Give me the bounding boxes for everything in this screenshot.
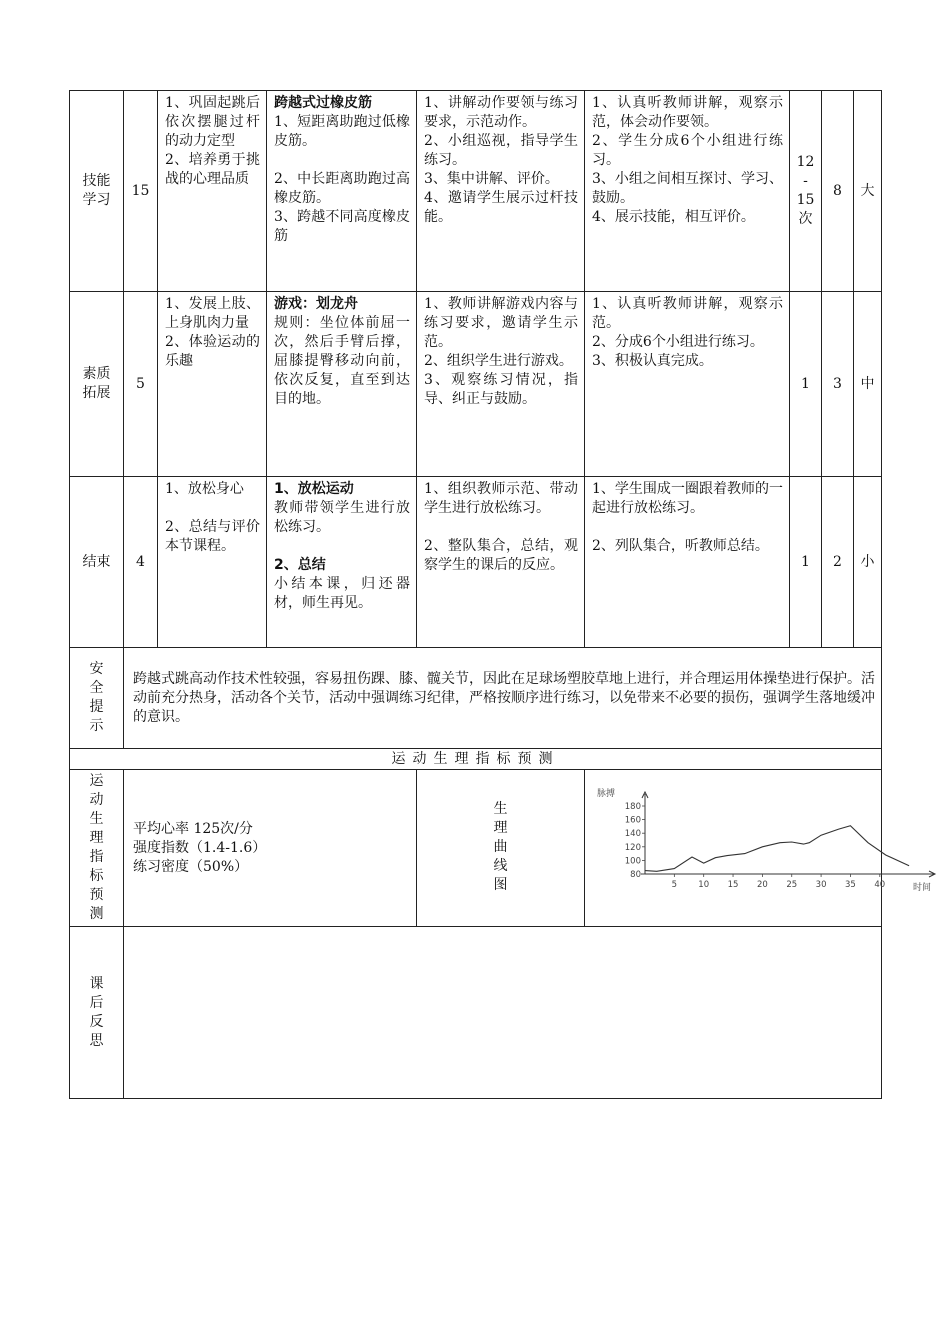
x-tick-label: 5 bbox=[671, 880, 678, 890]
reps-text: 次 bbox=[798, 211, 813, 227]
x-tick-label: 10 bbox=[698, 880, 710, 890]
y-tick-label: 100 bbox=[624, 856, 641, 867]
chart-label: 生 理 曲 线 图 bbox=[417, 770, 585, 927]
goals-cell bbox=[158, 477, 267, 648]
content-title: 游戏：划龙舟 bbox=[274, 296, 358, 312]
teacher-item: 1、教师讲解游戏内容与练习要求，邀请学生示范。 bbox=[424, 296, 578, 350]
teacher-item: 4、邀请学生展示过杆技能。 bbox=[424, 190, 578, 225]
density-text: 练习密度（50%） bbox=[133, 858, 249, 875]
minutes-cell: 4 bbox=[124, 477, 158, 648]
metrics-values bbox=[124, 770, 417, 927]
table-row bbox=[70, 477, 882, 648]
student-item: 3、小组之间相互探讨、学习、鼓励。 bbox=[592, 171, 783, 206]
student-item: 1、认真听教师讲解，观察示范，体会动作要领。 bbox=[592, 95, 783, 130]
goals-cell bbox=[158, 292, 267, 477]
reps-cell bbox=[790, 91, 822, 292]
heart-rate-series-line bbox=[645, 826, 909, 872]
stage-label: 学习 bbox=[82, 192, 111, 208]
content-title: 2、总结 bbox=[274, 557, 326, 573]
forecast-title: 运动生理指标预测 bbox=[70, 749, 882, 770]
student-item: 2、分成6个小组进行练习。 bbox=[592, 334, 764, 350]
x-tick-label: 25 bbox=[786, 880, 798, 890]
stage-cell bbox=[70, 91, 124, 292]
stage-label: 结束 bbox=[82, 553, 111, 570]
table-row bbox=[70, 91, 882, 292]
minutes-cell: 15 bbox=[124, 91, 158, 292]
stage-label: 技能 bbox=[82, 173, 111, 189]
content-cell bbox=[267, 292, 417, 477]
minutes-cell: 5 bbox=[124, 292, 158, 477]
y-tick-label: 140 bbox=[624, 829, 641, 840]
y-tick-label: 120 bbox=[624, 842, 641, 853]
reps-text: - bbox=[803, 173, 808, 189]
reflection-label: 课 后 反 思 bbox=[70, 927, 124, 1099]
teacher-cell bbox=[417, 292, 585, 477]
reps-text: 15 bbox=[796, 192, 815, 208]
goals-cell bbox=[158, 91, 267, 292]
forecast-title-row bbox=[70, 749, 882, 770]
y-axis-label: 脉搏 bbox=[597, 789, 616, 799]
intensity-cell: 小 bbox=[854, 477, 882, 648]
goal-item: 1、放松身心 bbox=[165, 481, 244, 497]
teacher-cell bbox=[417, 91, 585, 292]
goal-item: 2、体验运动的乐趣 bbox=[165, 334, 260, 369]
safety-row bbox=[70, 648, 882, 749]
student-item: 1、认真听教师讲解，观察示范。 bbox=[592, 296, 783, 331]
safety-label: 安 全 提 示 bbox=[70, 648, 124, 749]
y-tick-label: 180 bbox=[624, 802, 641, 812]
x-tick-label: 30 bbox=[815, 880, 827, 890]
content-cell bbox=[267, 91, 417, 292]
content-title: 跨越式过橡皮筋 bbox=[274, 95, 372, 111]
safety-text: 跨越式跳高动作技术性较强，容易扭伤踝、膝、髋关节，因此在足球场塑胶草地上进行，并合理运用体操垫进行保护。活动前充分热身，活动各个关节，活动中强调练习纪律，严格按顺序进行练习，以免带来不必要的损伤，强调学生落地缓冲的意识。 bbox=[124, 648, 882, 749]
reflection-row bbox=[70, 927, 882, 1099]
reps-text: 12 bbox=[796, 154, 815, 170]
content-item: 3、跨越不同高度橡皮筋 bbox=[274, 209, 410, 244]
teacher-item: 2、整队集合，总结，观察学生的课后的反应。 bbox=[424, 538, 578, 573]
intensity-cell: 大 bbox=[854, 91, 882, 292]
content-item: 规则：坐位体前屈一次，然后手臂后撑，屈膝提臀移动向前，依次反复，直至到达目的地。 bbox=[274, 315, 410, 407]
x-axis-label: 时间 bbox=[913, 883, 932, 893]
time-cell: 3 bbox=[822, 292, 854, 477]
heart-rate-chart bbox=[585, 770, 950, 920]
student-item: 2、列队集合，听教师总结。 bbox=[592, 538, 769, 554]
student-item: 3、积极认真完成。 bbox=[592, 353, 713, 369]
teacher-item: 3、集中讲解、评价。 bbox=[424, 171, 559, 187]
reps-cell: 1 bbox=[790, 292, 822, 477]
student-item: 4、展示技能，相互评价。 bbox=[592, 209, 755, 225]
student-cell bbox=[585, 292, 790, 477]
content-item: 2、中长距离助跑过高橡皮筋。 bbox=[274, 171, 410, 206]
teacher-cell bbox=[417, 477, 585, 648]
intensity-cell: 中 bbox=[854, 292, 882, 477]
teacher-item: 3、观察练习情况，指导、纠正与鼓励。 bbox=[424, 372, 578, 407]
goal-item: 1、巩固起跳后依次摆腿过杆的动力定型 bbox=[165, 95, 260, 149]
reps-cell: 1 bbox=[790, 477, 822, 648]
stage-cell bbox=[70, 292, 124, 477]
goal-item: 2、总结与评价本节课程。 bbox=[165, 519, 260, 554]
student-cell bbox=[585, 477, 790, 648]
student-cell bbox=[585, 91, 790, 292]
time-cell: 2 bbox=[822, 477, 854, 648]
y-tick-label: 80 bbox=[630, 870, 641, 880]
intensity-index-text: 强度指数（1.4-1.6） bbox=[133, 839, 267, 856]
student-item: 2、学生分成6个小组进行练习。 bbox=[592, 133, 783, 168]
teacher-item: 1、组织教师示范、带动学生进行放松练习。 bbox=[424, 481, 578, 516]
chart-cell bbox=[585, 770, 932, 927]
x-tick-label: 40 bbox=[874, 880, 886, 890]
content-item: 小结本课，归还器材，师生再见。 bbox=[274, 576, 410, 611]
content-item: 教师带领学生进行放松练习。 bbox=[274, 500, 410, 535]
stage-label: 素质 bbox=[82, 366, 111, 382]
stage-label: 拓展 bbox=[82, 385, 111, 401]
x-tick-label: 35 bbox=[845, 880, 856, 890]
content-item: 1、短距离助跑过低橡皮筋。 bbox=[274, 114, 410, 149]
table-row bbox=[70, 292, 882, 477]
goal-item: 1、发展上肢、上身肌肉力量 bbox=[165, 296, 260, 331]
y-tick-label: 160 bbox=[624, 815, 641, 826]
x-tick-label: 15 bbox=[727, 880, 739, 890]
x-tick-label: 20 bbox=[756, 880, 768, 890]
student-item: 1、学生围成一圈跟着教师的一起进行放松练习。 bbox=[592, 481, 783, 516]
teacher-item: 2、组织学生进行游戏。 bbox=[424, 353, 573, 369]
metrics-row bbox=[70, 770, 882, 927]
teacher-item: 2、小组巡视，指导学生练习。 bbox=[424, 133, 578, 168]
metrics-label: 运 动 生 理 指 标 预 测 bbox=[70, 770, 124, 927]
goal-item: 2、培养勇于挑战的心理品质 bbox=[165, 152, 260, 187]
content-cell bbox=[267, 477, 417, 648]
heart-rate-text: 平均心率 125次/分 bbox=[133, 820, 253, 837]
time-cell: 8 bbox=[822, 91, 854, 292]
reflection-area[interactable] bbox=[124, 927, 882, 1099]
stage-cell bbox=[70, 477, 124, 648]
lesson-plan-table bbox=[69, 90, 932, 1099]
content-title: 1、放松运动 bbox=[274, 481, 354, 497]
teacher-item: 1、讲解动作要领与练习要求，示范动作。 bbox=[424, 95, 578, 130]
